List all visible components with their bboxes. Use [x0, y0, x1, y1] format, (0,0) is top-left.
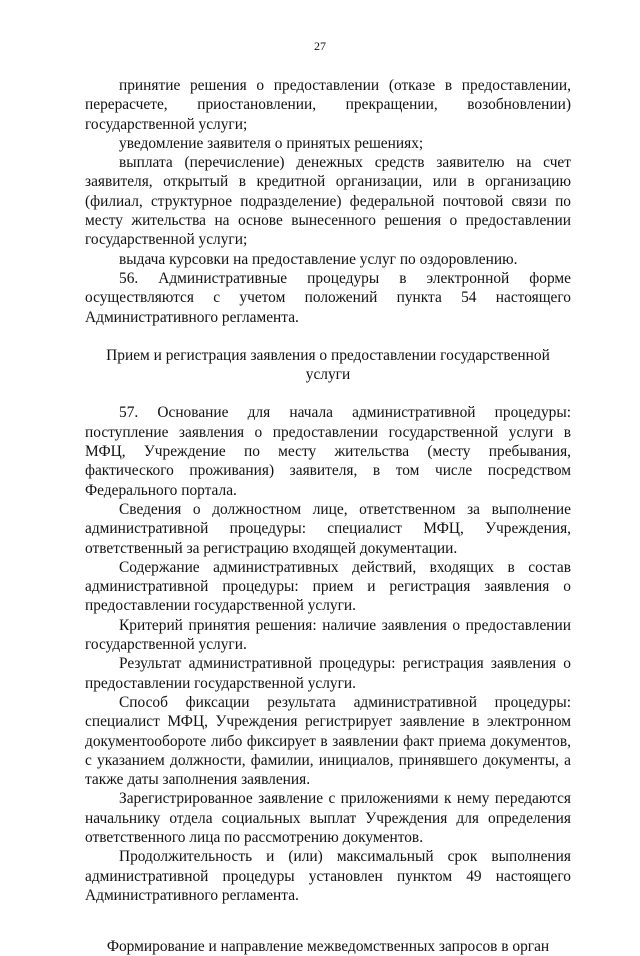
section-heading-reception: Прием и регистрация заявления о предоставлении государственной услуги	[106, 346, 550, 384]
document-body	[85, 76, 571, 956]
paragraph-57: 57. Основание для начала административной процедуры: поступление заявления о предоставлении государственной услуги в МФЦ, Учреждение по месту жительства (месту пребывания, фактического проживания) заявителя, в том числе посредством Федерального портала.	[85, 404, 571, 499]
paragraph-responsible-official: Сведения о должностном лице, ответственном за выполнение административной процедуры: специалист МФЦ, Учреждения, ответственный за регистрацию входящей документации.	[85, 500, 571, 557]
paragraph-procedure-result: Результат административной процедуры: регистрация заявления о предоставлении государственной услуги.	[85, 655, 571, 692]
paragraph-registered-application: Зарегистрированное заявление с приложениями к нему передаются начальнику отдела социальных выплат Учреждения для определения ответственного лица по рассмотрению документов.	[85, 790, 571, 846]
paragraph-decision: принятие решения о предоставлении (отказе в предоставлении, перерасчете, приостановлении, прекращении, возобновлении) государственной услуги;	[85, 77, 571, 133]
page-number: 27	[314, 39, 326, 53]
paragraph-56: 56. Административные процедуры в электронной форме осуществляются с учетом положений пункта 54 настоящего Административного регламента.	[85, 269, 571, 326]
paragraph-result-fixation: Способ фиксации результата административной процедуры: специалист МФЦ, Учреждения регистрирует заявление в электронном документообороте либо фиксирует в заявлении факт приема документов, с указанием должности, фамилии, инициалов, принявшего документы, а также даты заполнения заявления.	[85, 693, 571, 789]
paragraph-duration: Продолжительность и (или) максимальный срок выполнения административной процедуры установлен пунктом 49 настоящего Административного регламента.	[85, 848, 571, 904]
section-heading-interagency-requests: Формирование и направление межведомственных запросов в орган	[106, 938, 550, 956]
paragraph-decision-criterion: Критерий принятия решения: наличие заявления о предоставлении государственной услуги.	[85, 616, 571, 654]
paragraph-voucher: выдача курсовки на предоставление услуг по оздоровлению.	[119, 250, 518, 268]
paragraph-payment: выплата (перечисление) денежных средств заявителю на счет заявителя, открытый в кредитной организации, или в организацию (филиал, структурное подразделение) федеральной почтовой связи по месту жительства на основе вынесенного решения о предоставлении государственной услуги;	[85, 154, 571, 249]
paragraph-actions-content: Содержание административных действий, входящих в состав административной процедуры: прием и регистрация заявления о предоставлении государственной услуги.	[85, 558, 571, 615]
paragraph-notification: уведомление заявителя о принятых решениях;	[119, 134, 424, 152]
